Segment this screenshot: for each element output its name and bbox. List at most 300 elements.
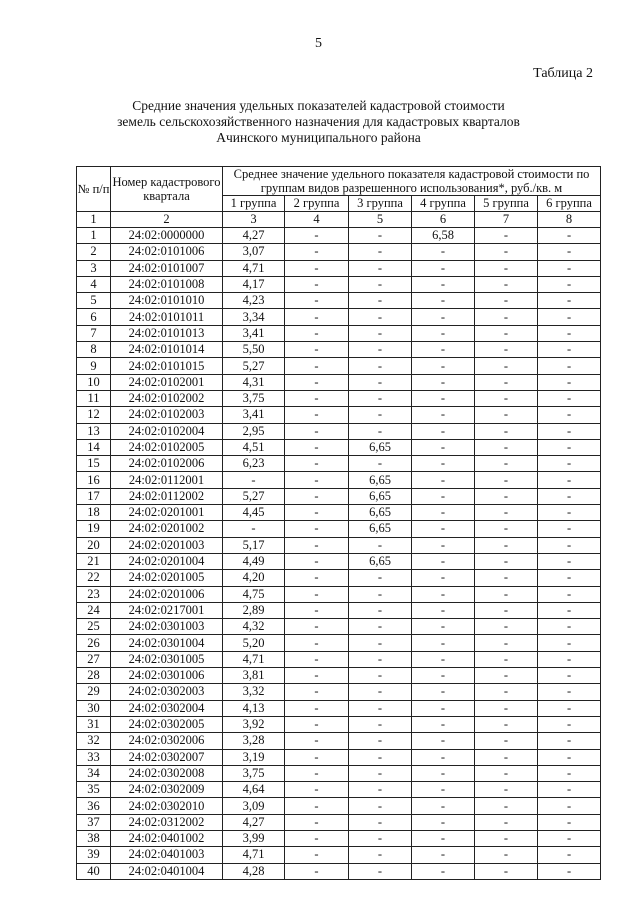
table-cell: - (538, 602, 601, 618)
table-cell: - (475, 570, 538, 586)
table-row (77, 472, 601, 488)
table-cell: 12 (77, 407, 111, 423)
table-cell: - (538, 456, 601, 472)
table-cell: - (475, 814, 538, 830)
table-cell: - (475, 537, 538, 553)
column-number: 3 (223, 212, 285, 228)
table-cell: 3,81 (223, 668, 285, 684)
table-cell: 4,51 (223, 439, 285, 455)
table-cell: - (538, 814, 601, 830)
table-cell: - (538, 537, 601, 553)
table-cell: - (538, 716, 601, 732)
table-row (77, 521, 601, 537)
table-cell: 2,89 (223, 602, 285, 618)
table-cell: 6,23 (223, 456, 285, 472)
table-cell: - (412, 830, 475, 846)
table-row (77, 374, 601, 390)
table-cell: - (475, 439, 538, 455)
table-cell: - (475, 716, 538, 732)
table-cell: - (349, 260, 412, 276)
table-cell: 24:02:0301006 (111, 668, 223, 684)
table-cell: 24:02:0302006 (111, 733, 223, 749)
table-cell: - (349, 325, 412, 341)
table-cell: - (285, 293, 349, 309)
table-cell: 24:02:0401004 (111, 863, 223, 879)
column-number: 4 (285, 212, 349, 228)
table-cell: - (475, 700, 538, 716)
table-cell: - (285, 374, 349, 390)
table-cell: 27 (77, 651, 111, 667)
table-cell: - (412, 325, 475, 341)
table-cell: - (475, 684, 538, 700)
table-cell: - (412, 276, 475, 292)
table-cell: - (285, 472, 349, 488)
table-cell: - (349, 276, 412, 292)
table-cell: 24 (77, 602, 111, 618)
table-cell: - (285, 847, 349, 863)
table-row (77, 488, 601, 504)
table-cell: 22 (77, 570, 111, 586)
caption-line: Средние значения удельных показателей кадастровой стоимости (132, 98, 505, 113)
table-cell: - (538, 472, 601, 488)
table-cell: 7 (77, 325, 111, 341)
table-cell: - (412, 309, 475, 325)
table-cell: 4,20 (223, 570, 285, 586)
table-cell: 24:02:0302004 (111, 700, 223, 716)
table-row (77, 733, 601, 749)
table-cell: 24:02:0312002 (111, 814, 223, 830)
table-cell: 24:02:0102005 (111, 439, 223, 455)
table-cell: - (349, 423, 412, 439)
table-cell: 24:02:0101015 (111, 358, 223, 374)
table-cell: 6,65 (349, 505, 412, 521)
table-cell: 24:02:0000000 (111, 228, 223, 244)
table-cell: 8 (77, 342, 111, 358)
table-cell: - (285, 407, 349, 423)
table-row (77, 407, 601, 423)
table-cell: - (475, 505, 538, 521)
table-cell: - (412, 798, 475, 814)
table-cell: 24:02:0401003 (111, 847, 223, 863)
table-row (77, 439, 601, 455)
table-cell: - (538, 700, 601, 716)
table-cell: - (475, 602, 538, 618)
table-cell: - (412, 586, 475, 602)
table-cell: 5,17 (223, 537, 285, 553)
table-cell: - (475, 635, 538, 651)
table-cell: - (349, 619, 412, 635)
table-cell: - (285, 521, 349, 537)
table-cell: - (475, 863, 538, 879)
table-cell: - (412, 602, 475, 618)
table-cell: 3 (77, 260, 111, 276)
table-cell: - (475, 342, 538, 358)
caption-line: Ачинского муниципального района (216, 130, 421, 145)
table-cell: - (349, 716, 412, 732)
table-cell: - (349, 863, 412, 879)
table-cell: 24:02:0101011 (111, 309, 223, 325)
table-cell: - (285, 733, 349, 749)
table-cell: 6,65 (349, 553, 412, 569)
table-cell: - (538, 228, 601, 244)
table-cell: - (412, 847, 475, 863)
table-cell: - (538, 765, 601, 781)
table-cell: - (538, 684, 601, 700)
table-cell: - (285, 325, 349, 341)
table-cell: 10 (77, 374, 111, 390)
table-cell: 24:02:0201003 (111, 537, 223, 553)
table-cell: - (538, 553, 601, 569)
table-cell: - (538, 830, 601, 846)
table-cell: - (412, 553, 475, 569)
table-cell: - (285, 863, 349, 879)
table-cell: - (285, 684, 349, 700)
table-cell: - (349, 635, 412, 651)
table-cell: 20 (77, 537, 111, 553)
table-cell: 5,20 (223, 635, 285, 651)
table-cell: - (285, 358, 349, 374)
table-cell: 4,31 (223, 374, 285, 390)
table-cell: 4,71 (223, 847, 285, 863)
table-cell: - (475, 782, 538, 798)
table-cell: 24:02:0112002 (111, 488, 223, 504)
table-cell: 18 (77, 505, 111, 521)
table-cell: 24:02:0302009 (111, 782, 223, 798)
header-quarter-number: Номер кадастрового квартала (111, 167, 223, 212)
table-cell: - (538, 407, 601, 423)
table-cell: 14 (77, 439, 111, 455)
table-cell: - (349, 407, 412, 423)
column-number: 7 (475, 212, 538, 228)
table-cell: - (285, 765, 349, 781)
table-cell: - (538, 309, 601, 325)
table-cell: - (349, 358, 412, 374)
table-cell: - (412, 782, 475, 798)
table-cell: - (412, 505, 475, 521)
table-cell: 24:02:0101010 (111, 293, 223, 309)
column-number: 1 (77, 212, 111, 228)
table-cell: 6,58 (412, 228, 475, 244)
table-cell: - (412, 700, 475, 716)
table-cell: - (475, 260, 538, 276)
table-cell: 3,75 (223, 390, 285, 406)
table-cell: - (349, 847, 412, 863)
table-cell: 6,65 (349, 521, 412, 537)
table-cell: - (475, 733, 538, 749)
table-cell: - (475, 244, 538, 260)
table-cell: 23 (77, 586, 111, 602)
table-cell: 24:02:0102003 (111, 407, 223, 423)
table-row (77, 260, 601, 276)
table-row (77, 325, 601, 341)
table-cell: 15 (77, 456, 111, 472)
table-cell: - (349, 342, 412, 358)
table-cell: 24:02:0112001 (111, 472, 223, 488)
table-cell: - (349, 244, 412, 260)
table-cell: 24:02:0201004 (111, 553, 223, 569)
table-cell: - (538, 798, 601, 814)
table-cell: - (285, 228, 349, 244)
table-cell: 5,27 (223, 488, 285, 504)
column-number: 5 (349, 212, 412, 228)
table-cell: - (285, 798, 349, 814)
table-cell: - (285, 635, 349, 651)
table-cell: 13 (77, 423, 111, 439)
table-cell: - (538, 390, 601, 406)
table-cell: - (412, 863, 475, 879)
table-row (77, 228, 601, 244)
table-cell: 24:02:0301004 (111, 635, 223, 651)
table-cell: - (475, 390, 538, 406)
table-row (77, 863, 601, 879)
table-cell: - (412, 765, 475, 781)
table-row (77, 684, 601, 700)
table-cell: 24:02:0102004 (111, 423, 223, 439)
table-cell: 24:02:0101008 (111, 276, 223, 292)
table-row (77, 358, 601, 374)
table-cell: 24:02:0401002 (111, 830, 223, 846)
table-cell: - (349, 733, 412, 749)
table-cell: 21 (77, 553, 111, 569)
caption-line: земель сельскохозяйственного назначения для кадастровых кварталов (117, 114, 520, 129)
table-cell: - (475, 749, 538, 765)
table-cell: - (285, 505, 349, 521)
table-cell: - (285, 586, 349, 602)
table-cell: - (285, 423, 349, 439)
table-cell: - (223, 472, 285, 488)
table-cell: 3,32 (223, 684, 285, 700)
table-cell: - (349, 537, 412, 553)
column-number: 2 (111, 212, 223, 228)
table-cell: - (412, 537, 475, 553)
table-cell: - (475, 847, 538, 863)
table-row (77, 276, 601, 292)
table-row (77, 814, 601, 830)
header-row-number: № п/п (77, 167, 111, 212)
table-cell: 3,09 (223, 798, 285, 814)
table-cell: - (412, 456, 475, 472)
table-cell: - (412, 570, 475, 586)
table-cell: - (475, 619, 538, 635)
table-cell: - (538, 586, 601, 602)
table-cell: 4,27 (223, 228, 285, 244)
table-cell: 11 (77, 390, 111, 406)
table-cell: - (412, 668, 475, 684)
table-cell: 24:02:0201001 (111, 505, 223, 521)
table-cell: - (475, 651, 538, 667)
table-cell: - (349, 456, 412, 472)
table-row (77, 423, 601, 439)
table-cell: - (285, 782, 349, 798)
table-row (77, 716, 601, 732)
table-cell: - (349, 586, 412, 602)
table-cell: - (538, 488, 601, 504)
table-cell: - (475, 325, 538, 341)
table-cell: 24:02:0201005 (111, 570, 223, 586)
table-cell: - (538, 244, 601, 260)
table-cell: 4 (77, 276, 111, 292)
table-cell: - (475, 293, 538, 309)
table-cell: - (412, 244, 475, 260)
table-cell: - (475, 830, 538, 846)
table-cell: - (412, 374, 475, 390)
table-cell: - (475, 765, 538, 781)
table-cell: - (349, 782, 412, 798)
table-cell: - (285, 456, 349, 472)
table-cell: 6,65 (349, 472, 412, 488)
header-average-value: Среднее значение удельного показателя кадастровой стоимости по группам видов разрешенного использования*, руб./кв. м (223, 167, 601, 196)
table-cell: 24:02:0101013 (111, 325, 223, 341)
table-cell: - (349, 700, 412, 716)
table-cell: - (475, 309, 538, 325)
table-cell: - (475, 521, 538, 537)
table-cell: - (475, 798, 538, 814)
table-cell: - (285, 244, 349, 260)
table-cell: - (538, 782, 601, 798)
table-caption (0, 98, 637, 146)
table-cell: - (538, 733, 601, 749)
table-row (77, 782, 601, 798)
table-cell: 4,75 (223, 586, 285, 602)
table-cell: - (349, 765, 412, 781)
table-cell: - (475, 228, 538, 244)
table-cell: - (412, 684, 475, 700)
table-cell: 36 (77, 798, 111, 814)
table-cell: - (285, 651, 349, 667)
table-cell: - (538, 342, 601, 358)
table-row (77, 586, 601, 602)
table-cell: 24:02:0102006 (111, 456, 223, 472)
table-cell: 4,23 (223, 293, 285, 309)
table-cell: 31 (77, 716, 111, 732)
table-cell: - (412, 733, 475, 749)
table-cell: 4,45 (223, 505, 285, 521)
table-cell: 37 (77, 814, 111, 830)
table-cell: - (285, 537, 349, 553)
table-row (77, 651, 601, 667)
table-row (77, 635, 601, 651)
table-cell: 2,95 (223, 423, 285, 439)
table-cell: 4,71 (223, 651, 285, 667)
table-cell: - (475, 472, 538, 488)
table-cell: - (285, 570, 349, 586)
header-group: 1 группа (223, 196, 285, 212)
table-cell: 24:02:0302003 (111, 684, 223, 700)
page-number: 5 (315, 36, 322, 51)
table-cell: 24:02:0102002 (111, 390, 223, 406)
table-cell: - (538, 619, 601, 635)
table-cell: - (412, 749, 475, 765)
table-cell: 5,27 (223, 358, 285, 374)
header-group: 5 группа (475, 196, 538, 212)
table-row (77, 309, 601, 325)
table-cell: - (412, 488, 475, 504)
table-cell: - (475, 358, 538, 374)
table-cell: - (285, 309, 349, 325)
table-cell: - (349, 684, 412, 700)
table-cell: - (538, 521, 601, 537)
table-cell: - (285, 488, 349, 504)
table-cell: 5,50 (223, 342, 285, 358)
table-cell: - (412, 635, 475, 651)
table-cell: 35 (77, 782, 111, 798)
table-cell: - (412, 423, 475, 439)
table-cell: 4,28 (223, 863, 285, 879)
table-cell: - (538, 325, 601, 341)
table-cell: - (412, 390, 475, 406)
table-cell: 24:02:0101007 (111, 260, 223, 276)
table-row (77, 765, 601, 781)
table-cell: 6,65 (349, 488, 412, 504)
table-cell: - (349, 668, 412, 684)
table-cell: - (349, 814, 412, 830)
table-cell: - (475, 276, 538, 292)
table-cell: - (349, 651, 412, 667)
table-row (77, 456, 601, 472)
table-row (77, 602, 601, 618)
table-cell: - (538, 668, 601, 684)
table-cell: - (285, 830, 349, 846)
table-cell: 24:02:0301005 (111, 651, 223, 667)
table-label: Таблица 2 (533, 66, 593, 81)
table-cell: - (475, 423, 538, 439)
table-cell: 4,32 (223, 619, 285, 635)
table-cell: 24:02:0201006 (111, 586, 223, 602)
table-cell: 34 (77, 765, 111, 781)
table-cell: 40 (77, 863, 111, 879)
table-cell: - (285, 814, 349, 830)
table-cell: - (412, 521, 475, 537)
table-cell: - (349, 830, 412, 846)
table-cell: - (349, 602, 412, 618)
table-cell: - (285, 602, 349, 618)
table-cell: - (285, 439, 349, 455)
table-cell: - (475, 553, 538, 569)
table-cell: - (538, 439, 601, 455)
table-row (77, 668, 601, 684)
table-cell: - (285, 342, 349, 358)
header-group: 2 группа (285, 196, 349, 212)
table-cell: 2 (77, 244, 111, 260)
table-cell: 24:02:0101006 (111, 244, 223, 260)
table-cell: 4,13 (223, 700, 285, 716)
table-cell: - (223, 521, 285, 537)
table-cell: - (349, 798, 412, 814)
table-cell: 4,27 (223, 814, 285, 830)
table-cell: 3,19 (223, 749, 285, 765)
table-cell: - (538, 358, 601, 374)
table-cell: 9 (77, 358, 111, 374)
table-cell: 4,17 (223, 276, 285, 292)
table-cell: 19 (77, 521, 111, 537)
table-cell: 4,64 (223, 782, 285, 798)
column-number: 6 (412, 212, 475, 228)
table-cell: - (538, 635, 601, 651)
table-row (77, 798, 601, 814)
table-cell: 24:02:0101014 (111, 342, 223, 358)
table-cell: - (412, 260, 475, 276)
table-cell: 33 (77, 749, 111, 765)
table-cell: 38 (77, 830, 111, 846)
table-row (77, 244, 601, 260)
header-group: 6 группа (538, 196, 601, 212)
table-cell: - (412, 342, 475, 358)
table-cell: - (349, 390, 412, 406)
table-cell: 6,65 (349, 439, 412, 455)
table-cell: - (412, 472, 475, 488)
table-cell: - (412, 407, 475, 423)
table-cell: 24:02:0217001 (111, 602, 223, 618)
